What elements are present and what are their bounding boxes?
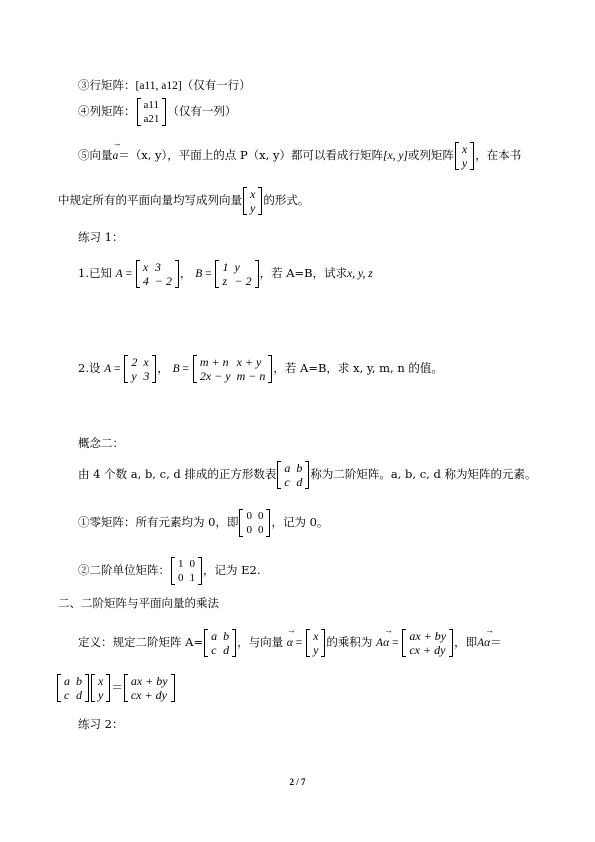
matrix-cell: a21 — [143, 113, 160, 125]
product-vector: ax + by cx + dy — [402, 629, 453, 657]
product-vector: ax + by cx + dy — [124, 674, 175, 702]
q2-num: 2.设 — [78, 361, 101, 375]
equals-sign: ＝ — [490, 635, 502, 649]
zero-matrix-suffix: ，记为 0。 — [271, 515, 329, 529]
vector-def-mid: 或列矩阵 — [407, 148, 454, 162]
q2-suffix: ，若 A=B，求 x, y, m, n 的值。 — [273, 361, 443, 375]
concept2-text — [78, 461, 537, 489]
q1-num: 1.已知 — [78, 266, 112, 280]
matrix-b: m + n x + y 2x − y m − n — [193, 355, 273, 383]
arrow-icon: → — [112, 138, 122, 148]
identity-prefix: ②二阶单位矩阵： — [78, 563, 170, 577]
vector-def-prefix: ⑤向量 — [78, 148, 113, 162]
zero-matrix: 0 0 0 0 — [239, 509, 270, 537]
matrix-cell: a11 — [143, 99, 159, 111]
matrix-a: a b c d — [57, 674, 89, 702]
q1-vars: x, y, z — [347, 268, 373, 280]
vector-def2-text: 中规定所有的平面向量均写成列向量 — [58, 193, 242, 207]
matrix-a: x 3 4 − 2 — [136, 260, 179, 288]
vector-def-line — [78, 138, 522, 170]
col-matrix-note: （仅有一列） — [167, 104, 237, 118]
concept2-title: 概念二： — [78, 436, 124, 450]
definition-line: 定义：规定二阶矩阵 A= a b c d ，与向量 → α = x y 的乘积为 → Aα = ax + by cx + dy ，即 → Aα＝ — [78, 625, 502, 657]
vector-def-suffix: ，在本书 — [475, 148, 522, 162]
matrix-b-label: B — [195, 268, 203, 280]
product-label: → Aα — [376, 625, 394, 649]
arrow-icon: → — [286, 625, 296, 635]
definition-line-2 — [56, 674, 176, 702]
q1-suffix: ，若 A=B，试求 — [259, 266, 348, 280]
identity-suffix: ，记为 E2. — [203, 563, 261, 577]
matrix-a-label: A — [115, 268, 123, 280]
vector-a: → a — [112, 138, 122, 162]
row-matrix-line — [78, 77, 251, 94]
zero-matrix-prefix: ①零矩阵：所有元素均为 0，即 — [78, 515, 239, 529]
definition-mid1: ，与向量 — [237, 635, 284, 649]
vector-def-eq: ＝（x, y），平面上的点 P（x, y）都可以看成行矩阵 — [118, 148, 383, 162]
concept2-suffix: 称为二阶矩阵。a, b, c, d 称为矩阵的元素。 — [310, 467, 537, 481]
exercise1-q2: 2.设 A = 2 x y 3 ， B = m + n x + y 2x − y m − n ，若 A=B，求 x, y, m, n 的值。 — [78, 355, 443, 383]
exercise1-q1: 1.已知 A = x 3 4 − 2 ， B = 1 y z − 2 ，若 A=B，试求x, y, z — [78, 260, 373, 288]
vector-xy: x y — [91, 674, 110, 702]
col-matrix-line — [78, 98, 236, 126]
page-number: 2 / 7 — [289, 777, 306, 787]
col-vector-xy: x y — [243, 187, 262, 215]
definition-suffix: ，即 — [454, 635, 478, 649]
identity-matrix-line — [78, 557, 261, 585]
col-matrix-prefix: ④列矩阵： — [78, 104, 136, 118]
vector-def2-suffix: 的形式。 — [263, 193, 310, 207]
vector-def-line-2 — [58, 187, 309, 215]
matrix-b-label: B — [172, 363, 180, 375]
definition-mid2: 的乘积为 — [326, 635, 373, 649]
arrow-icon: → — [485, 625, 495, 635]
concept2-prefix: 由 4 个数 a, b, c, d 排成的正方形数表 — [78, 467, 277, 481]
matrix-a: 2 x y 3 — [124, 355, 156, 383]
equals-sign: ＝ — [111, 682, 123, 694]
row-matrix-xy: [x, y] — [382, 150, 408, 162]
zero-matrix-line — [78, 509, 328, 537]
exercise1-title: 练习 1： — [78, 230, 124, 244]
square-matrix: a b c d — [277, 461, 309, 489]
matrix-b: 1 y z − 2 — [215, 260, 258, 288]
matrix-a: a b c d — [204, 629, 236, 657]
tail-label: → Aα — [477, 625, 495, 649]
arrow-icon: → — [384, 625, 394, 635]
col-matrix-xy: x y — [455, 142, 474, 170]
section2-title: 二、二阶矩阵与平面向量的乘法 — [58, 596, 219, 610]
identity-matrix: 1 0 0 1 — [171, 557, 202, 585]
col-matrix — [137, 98, 167, 126]
vector-xy: x y — [306, 629, 325, 657]
exercise2-title: 练习 2： — [78, 717, 124, 731]
vector-alpha: → α — [286, 625, 296, 649]
row-matrix-prefix: ③行矩阵： — [78, 78, 136, 92]
definition-prefix: 定义：规定二阶矩阵 A= — [78, 635, 204, 649]
matrix-a-label: A — [104, 363, 112, 375]
row-matrix-note: （仅有一行） — [181, 78, 251, 92]
row-matrix-value: [a11, a12] — [135, 80, 182, 92]
